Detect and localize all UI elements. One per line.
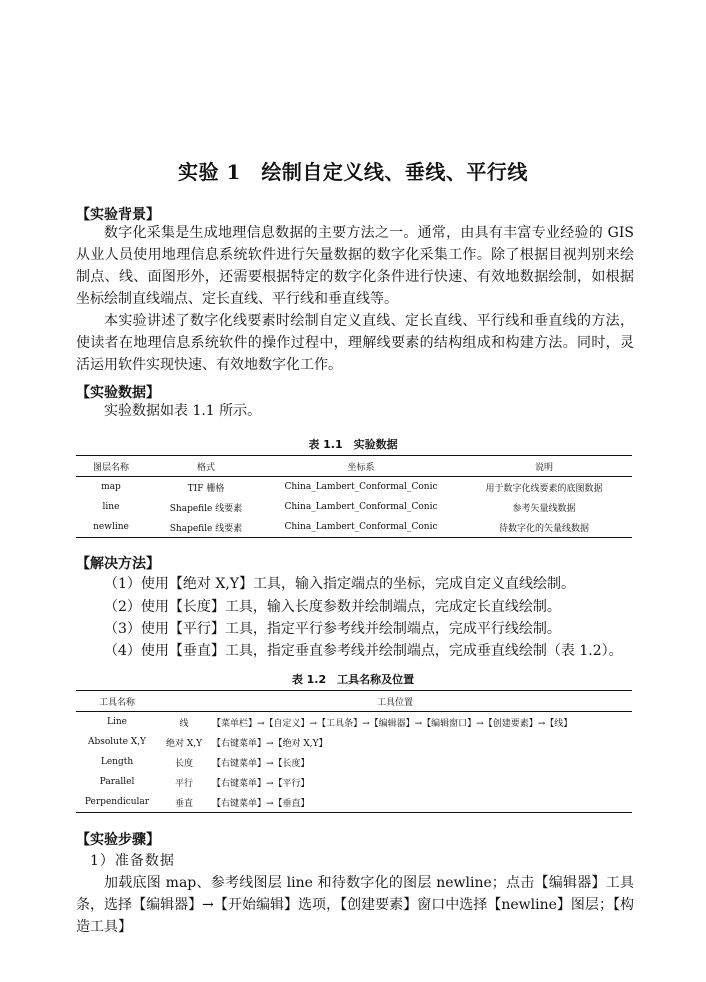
table-cell: Absolute X,Y <box>88 737 146 747</box>
page-title: 实验 1 绘制自定义线、垂线、平行线 <box>178 160 528 184</box>
table-cell: 垂直 <box>158 792 210 813</box>
table-cell: 平行 <box>174 778 193 789</box>
table-cell: TIF 栅格 <box>187 483 225 494</box>
table-cell: 【右键菜单】→【长度】 <box>212 758 310 769</box>
table-header-cell: 工具名称 <box>76 691 158 712</box>
tool-location-table <box>76 690 632 813</box>
table-cell: Length <box>100 757 134 767</box>
table-cell: 绝对 X,Y <box>165 738 203 749</box>
table-header-row <box>76 691 632 712</box>
table-row <box>76 497 632 517</box>
table-row <box>76 792 632 813</box>
table2-caption: 表 1.2 工具名称及位置 <box>291 673 415 686</box>
table-cell: China_Lambert_Conformal_Conic <box>284 502 438 512</box>
method-item: （1）使用【绝对 X,Y】工具，输入指定端点的坐标，完成自定义直线绘制。 <box>104 576 576 592</box>
table-cell: 待数字化的矢量线数据 <box>456 517 632 538</box>
method-item: （3）使用【平行】工具，指定平行参考线并绘制端点，完成平行线绘制。 <box>104 621 561 637</box>
table-row <box>76 712 632 733</box>
background-heading: 【实验背景】 <box>76 207 160 223</box>
data-heading: 【实验数据】 <box>76 385 160 401</box>
table-header-row <box>76 456 632 477</box>
table-cell: Shapefile 线要素 <box>146 517 266 538</box>
table-cell: Parallel <box>99 777 135 787</box>
steps-subheading: 1）准备数据 <box>90 853 175 869</box>
table-header-cell: 坐标系 <box>266 456 456 477</box>
table-cell: 用于数字化线要素的底图数据 <box>485 483 603 494</box>
table-cell: Line <box>107 717 127 727</box>
table-row <box>76 517 632 538</box>
method-item: （2）使用【长度】工具，输入长度参数并绘制端点，完成定长直线绘制。 <box>104 599 561 615</box>
table-cell: 长度 <box>174 758 193 769</box>
table-row <box>76 772 632 792</box>
table-header-cell: 格式 <box>146 456 266 477</box>
table-cell: China_Lambert_Conformal_Conic <box>266 517 456 538</box>
table-cell: 【右键菜单】→【平行】 <box>212 778 310 789</box>
data-intro: 实验数据如表 1.1 所示。 <box>104 403 262 419</box>
experiment-data-table <box>76 455 632 538</box>
method-heading: 【解决方法】 <box>76 556 160 572</box>
table-cell: 线 <box>179 718 189 729</box>
table-cell: 【菜单栏】→【自定义】→【工具条】→【编辑器】→【编辑窗口】→【创建要素】→【线】 <box>212 718 573 729</box>
table-cell: line <box>102 502 120 512</box>
table-cell: map <box>101 482 121 492</box>
table-row <box>76 752 632 772</box>
table-header-cell: 图层名称 <box>76 456 146 477</box>
table-row <box>76 477 632 498</box>
table-header-cell: 说明 <box>456 456 632 477</box>
table-cell: China_Lambert_Conformal_Conic <box>284 482 438 492</box>
table-cell: 参考矢量线数据 <box>512 503 576 514</box>
table-cell: 【右键菜单】→【垂直】 <box>210 792 632 813</box>
steps-paragraph-1: 加载底图 map、参考线图层 line 和待数字化的图层 newline；点击【编辑器】工具条，选择【编辑器】→【开始编辑】选项，【创建要素】窗口中选择【newline】图层；【构造工具】 <box>76 875 634 935</box>
table-cell: Perpendicular <box>76 792 158 813</box>
table-cell: newline <box>76 517 146 538</box>
table-row <box>76 732 632 752</box>
background-paragraph-2: 本实验讲述了数字化线要素时绘制自定义直线、定长直线、平行线和垂直线的方法，使读者在地理信息系统软件的操作过程中，理解线要素的结构组成和构建方法。同时，灵活运用软件实现快速、有效地数字化工作。 <box>76 313 634 373</box>
background-paragraph-1: 数字化采集是生成地理信息数据的主要方法之一。通常，由具有丰富专业经验的 GIS 从业人员使用地理信息系统软件进行矢量数据的数字化采集工作。除了根据目视判别来绘制点、线、面图形外，还需要根据特定的数字化条件进行快速、有效地数据绘制，如根据坐标绘制直线端点、定长直线、平行线和垂直线等。 <box>76 225 634 307</box>
table-cell: 【右键菜单】→【绝对 X,Y】 <box>212 738 328 749</box>
table-header-cell: 工具位置 <box>158 691 632 712</box>
table1-caption: 表 1.1 实验数据 <box>308 438 398 451</box>
steps-heading: 【实验步骤】 <box>76 832 160 848</box>
table-cell: Shapefile 线要素 <box>169 503 243 514</box>
method-item: （4）使用【垂直】工具，指定垂直参考线并绘制端点，完成垂直线绘制（表 1.2）。 <box>104 643 623 659</box>
